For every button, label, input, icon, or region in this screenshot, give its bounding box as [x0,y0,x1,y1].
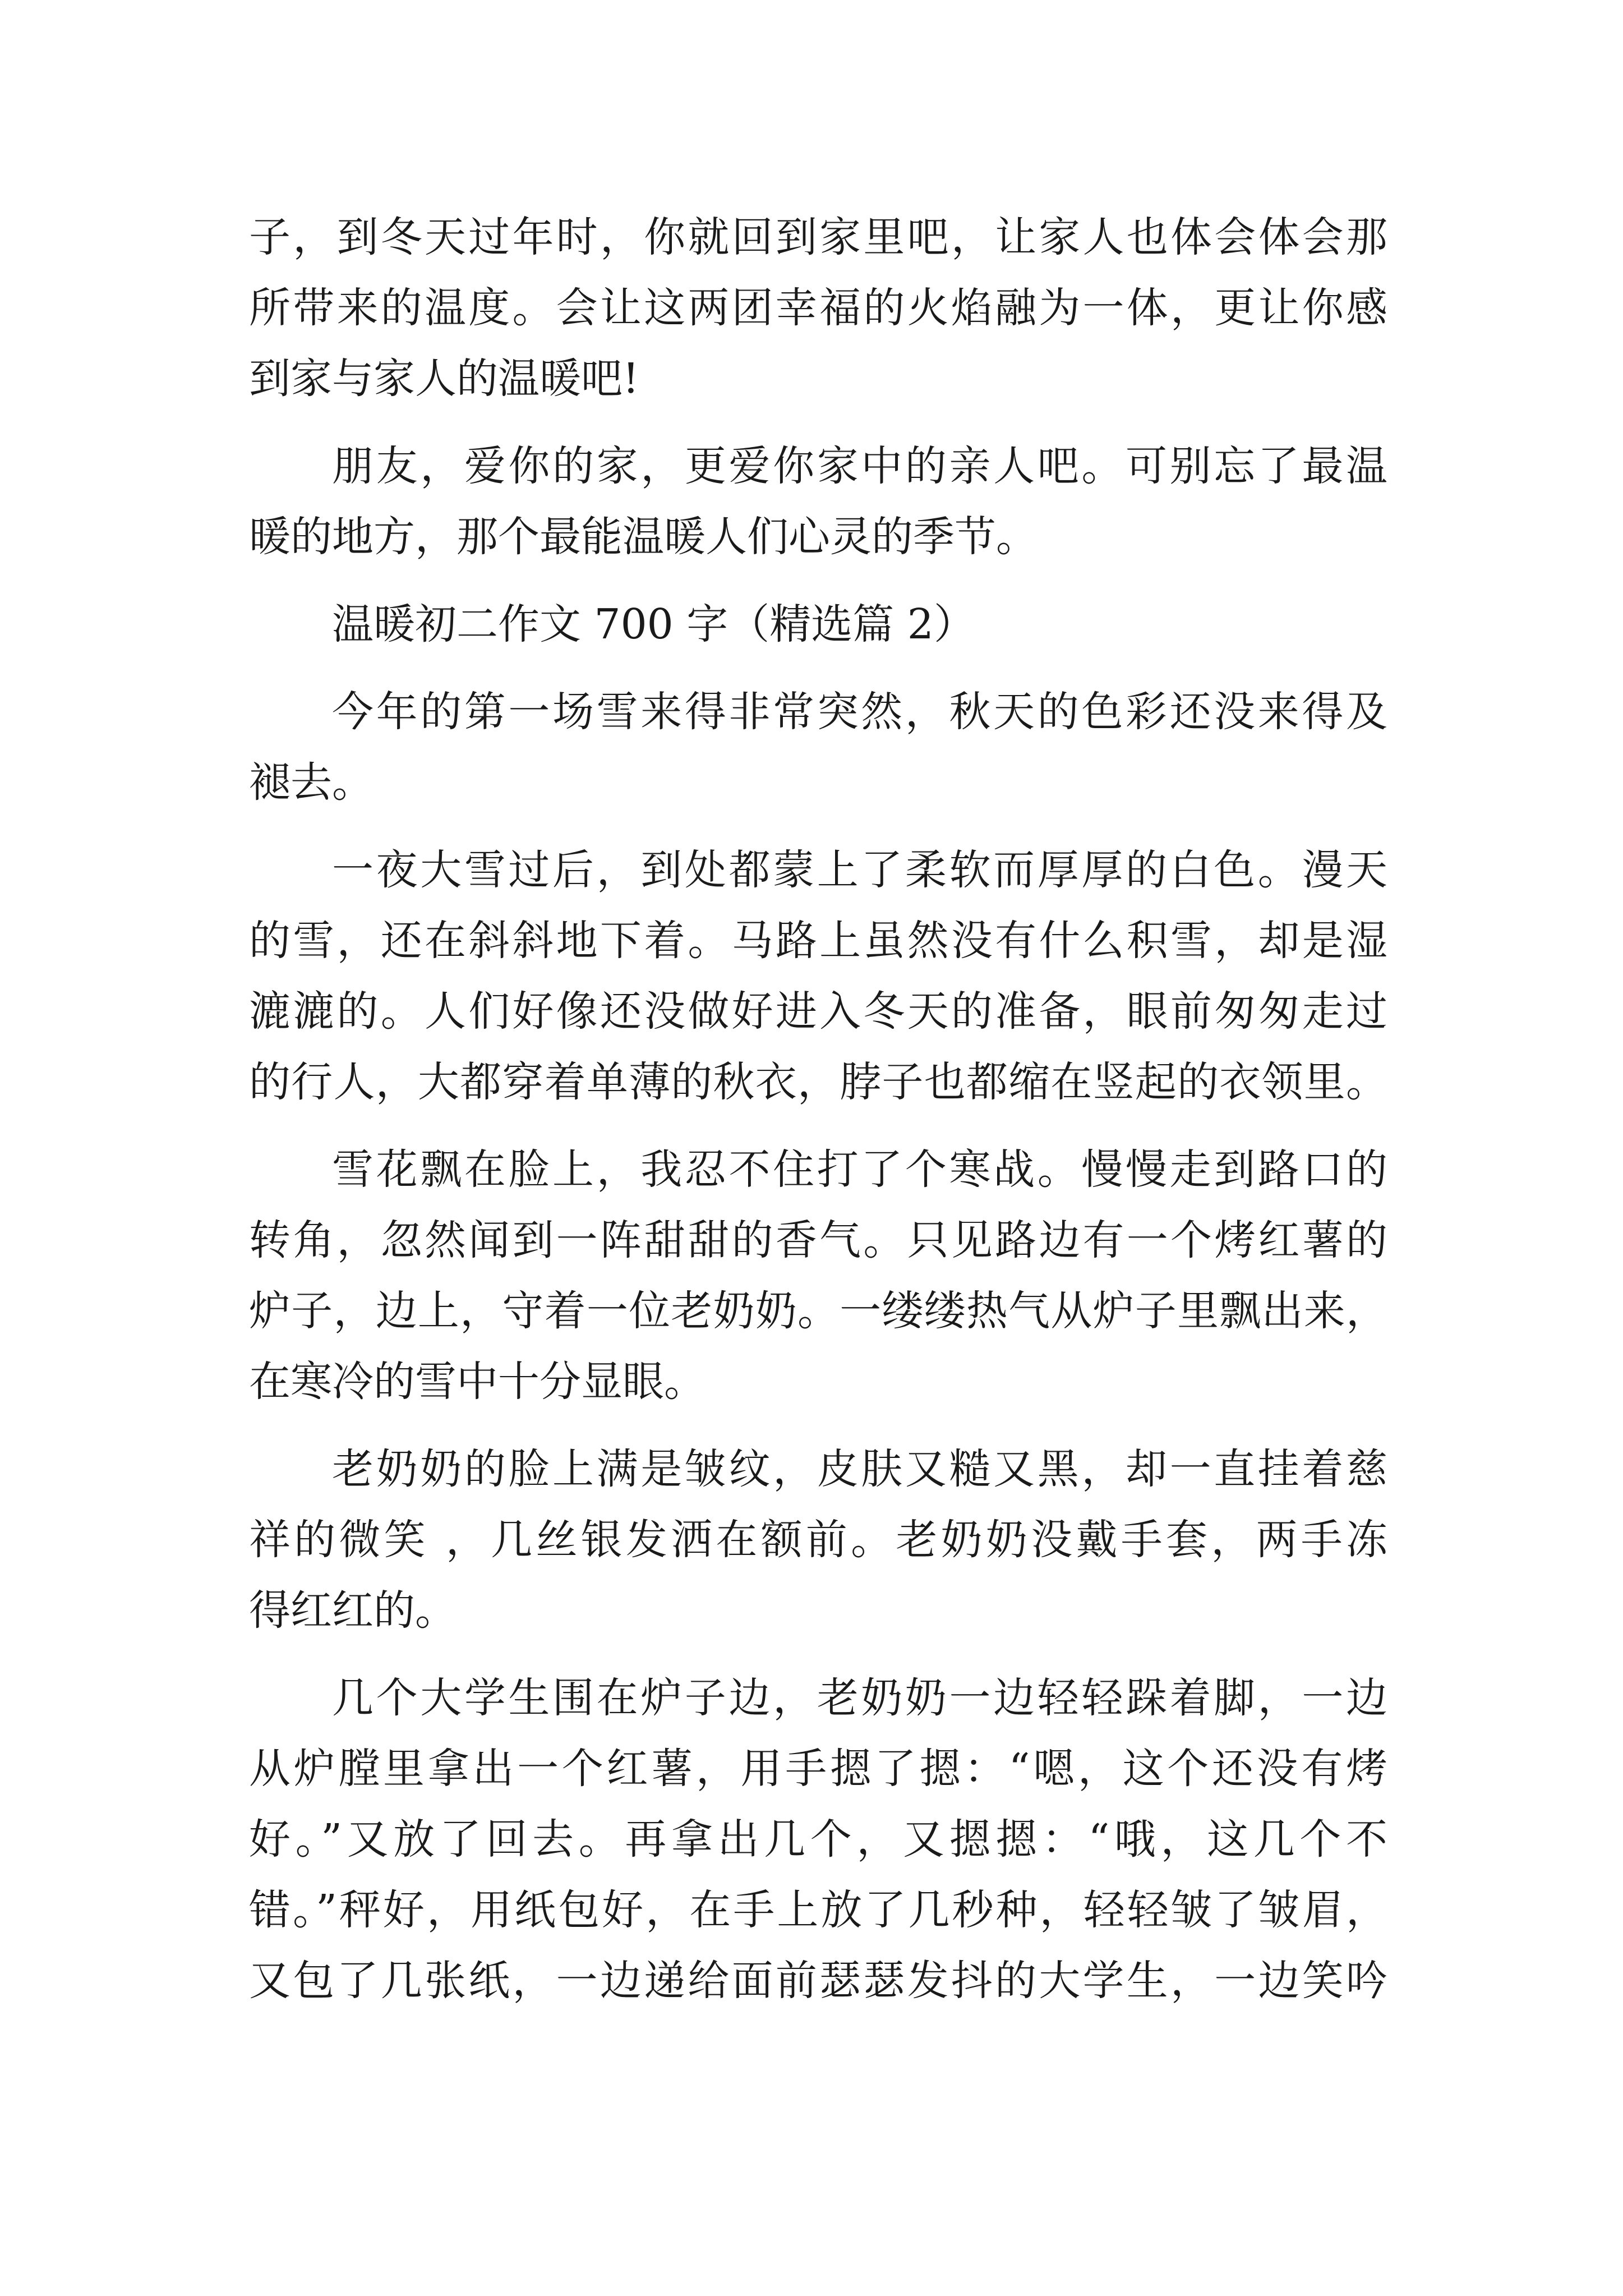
heading-line: 温暖初二作文 700 字（精选篇 2） [332,600,975,648]
text-line: 的行人，大都穿着单薄的秋衣，脖子也都缩在竖起的衣领里。 [249,1058,1387,1106]
paragraph [249,1134,1387,1417]
text-line: 得红红的。 [249,1586,457,1635]
text-line: 的雪，还在斜斜地下着。马路上虽然没有什么积雪，却是湿 [249,917,1387,965]
paragraph [249,431,1387,572]
text-line: 错。”秤好，用纸包好，在手上放了几秒种，轻轻皱了皱眉， [249,1886,1387,1934]
text-line: 一夜大雪过后，到处都蒙上了柔软而厚厚的白色。漫天 [332,846,1387,894]
paragraph [249,835,1387,1117]
paragraph [249,677,1387,818]
text-line: 老奶奶的脸上满是皱纹，皮肤又糙又黑，却一直挂着慈 [332,1445,1387,1493]
text-line: 在寒冷的雪中十分显眼。 [249,1358,706,1406]
article-body [249,202,1387,2016]
text-line: 从炉膛里拿出一个红薯，用手摁了摁：“嗯，这个还没有烤 [249,1745,1387,1793]
text-line: 到家与家人的温暖吧! [249,355,639,403]
text-line: 炉子，边上，守着一位老奶奶。一缕缕热气从炉子里飘出来， [249,1287,1387,1335]
paragraph [249,202,1387,414]
text-line: 好。”又放了回去。再拿出几个，又摁摁：“哦，这几个不 [249,1815,1387,1864]
text-line: 又包了几张纸，一边递给面前瑟瑟发抖的大学生，一边笑吟 [249,1957,1387,2005]
text-line: 所带来的温度。会让这两团幸福的火焰融为一体，更让你感 [249,284,1387,332]
text-line: 几个大学生围在炉子边，老奶奶一边轻轻跺着脚，一边 [332,1674,1387,1722]
paragraph [249,1434,1387,1646]
text-line: 朋友，爱你的家，更爱你家中的亲人吧。可别忘了最温 [332,442,1387,490]
text-line: 子，到冬天过年时，你就回到家里吧，让家人也体会体会那 [249,213,1387,261]
text-line: 祥的微笑 ，几丝银发洒在额前。老奶奶没戴手套，两手冻 [249,1516,1387,1564]
text-line: 漉漉的。人们好像还没做好进入冬天的准备，眼前匆匆走过 [249,987,1387,1036]
text-line: 雪花飘在脸上，我忍不住打了个寒战。慢慢走到路口的 [332,1145,1387,1194]
text-line: 今年的第一场雪来得非常突然，秋天的色彩还没来得及 [332,688,1387,736]
text-line: 转角，忽然闻到一阵甜甜的香气。只见路边有一个烤红薯的 [249,1216,1387,1264]
section-heading [249,589,1387,660]
text-line: 褪去。 [249,758,374,807]
paragraph [249,1663,1387,2016]
text-line: 暖的地方，那个最能温暖人们心灵的季节。 [249,513,1038,561]
